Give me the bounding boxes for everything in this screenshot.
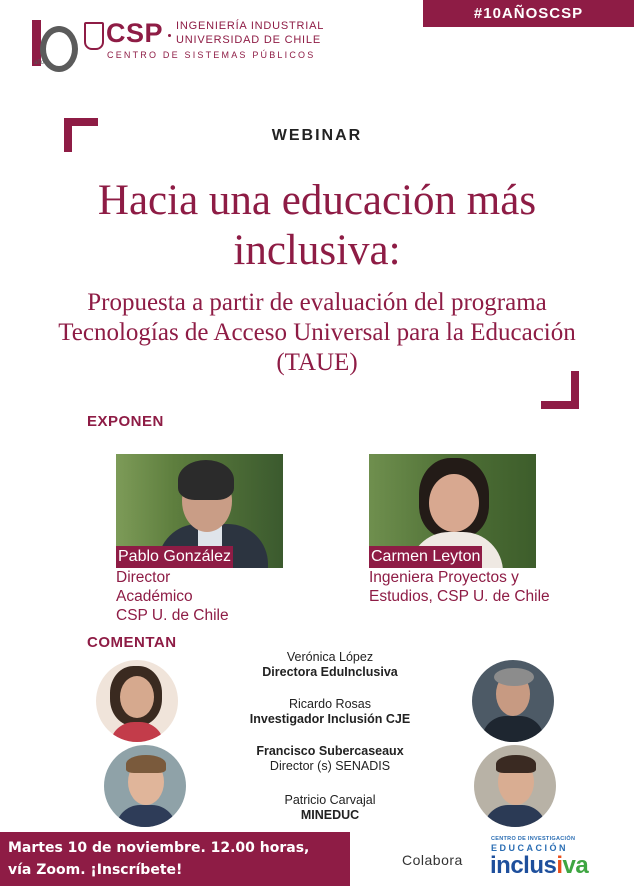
partner-logo-word: inclusiva: [490, 852, 589, 879]
comentan-label: COMENTAN: [87, 634, 177, 651]
anniversary-logo: [30, 20, 78, 68]
commenter-avatar-4: [474, 745, 556, 827]
commenter-4-name: Patricio Carvajal: [284, 793, 376, 807]
commenter-1: [190, 650, 470, 680]
logo-separator-dot: [168, 34, 171, 37]
logo-anos-text: años: [34, 60, 48, 66]
commenter-avatar-1: [96, 660, 178, 742]
event-date-line-2: vía Zoom. ¡Inscríbete!: [8, 862, 183, 878]
colabora-label: Colabora: [402, 852, 463, 868]
logo-line-2: UNIVERSIDAD DE CHILE: [176, 34, 321, 46]
csp-logo-text: CSP: [106, 18, 164, 48]
event-title: Hacia una educación más inclusiva:: [97, 177, 537, 274]
commenter-2-role: Investigador Inclusión CJE: [249, 712, 411, 726]
speaker-role-2: Ingeniera Proyectos y Estudios, CSP U. de Chile: [369, 569, 550, 605]
commenter-avatar-3: [472, 660, 554, 742]
event-date-banner: [0, 832, 350, 886]
commenter-avatar-2: [104, 745, 186, 827]
speaker-name-2: Carmen Leyton: [369, 546, 482, 568]
commenter-1-name: Verónica López: [286, 650, 374, 664]
speaker-role-1: Director Académico CSP U. de Chile: [116, 569, 229, 624]
event-type-label: WEBINAR: [271, 127, 363, 144]
commenter-2: [190, 697, 470, 727]
hashtag-banner: #10AÑOSCSP: [423, 0, 634, 27]
commenter-3: [190, 744, 470, 774]
partner-logo-top: CENTRO DE INVESTIGACIÓN: [491, 836, 576, 842]
speaker-name-1: Pablo González: [116, 546, 233, 568]
commenter-4: [190, 793, 470, 823]
event-subtitle: Propuesta a partir de evaluación del programa Tecnologías de Acceso Universal para la Educación (TAUE): [58, 289, 576, 376]
commenter-4-role: MINEDUC: [300, 808, 360, 822]
exponen-label: EXPONEN: [87, 413, 164, 430]
logo-subtitle: CENTRO DE SISTEMAS PÚBLICOS: [107, 50, 316, 60]
partner-logo-mid: EDUCACIÓN: [491, 843, 569, 853]
university-shield-icon: [84, 22, 104, 50]
logo-line-1: INGENIERÍA INDUSTRIAL: [176, 20, 325, 32]
commenter-3-name: Francisco Subercaseaux: [256, 744, 404, 758]
commenter-2-name: Ricardo Rosas: [289, 697, 371, 711]
commenter-1-role: Directora EduInclusiva: [262, 665, 398, 679]
commenter-3-role: Director (s) SENADIS: [269, 759, 391, 773]
event-date-line-1: Martes 10 de noviembre. 12.00 horas,: [8, 840, 310, 856]
